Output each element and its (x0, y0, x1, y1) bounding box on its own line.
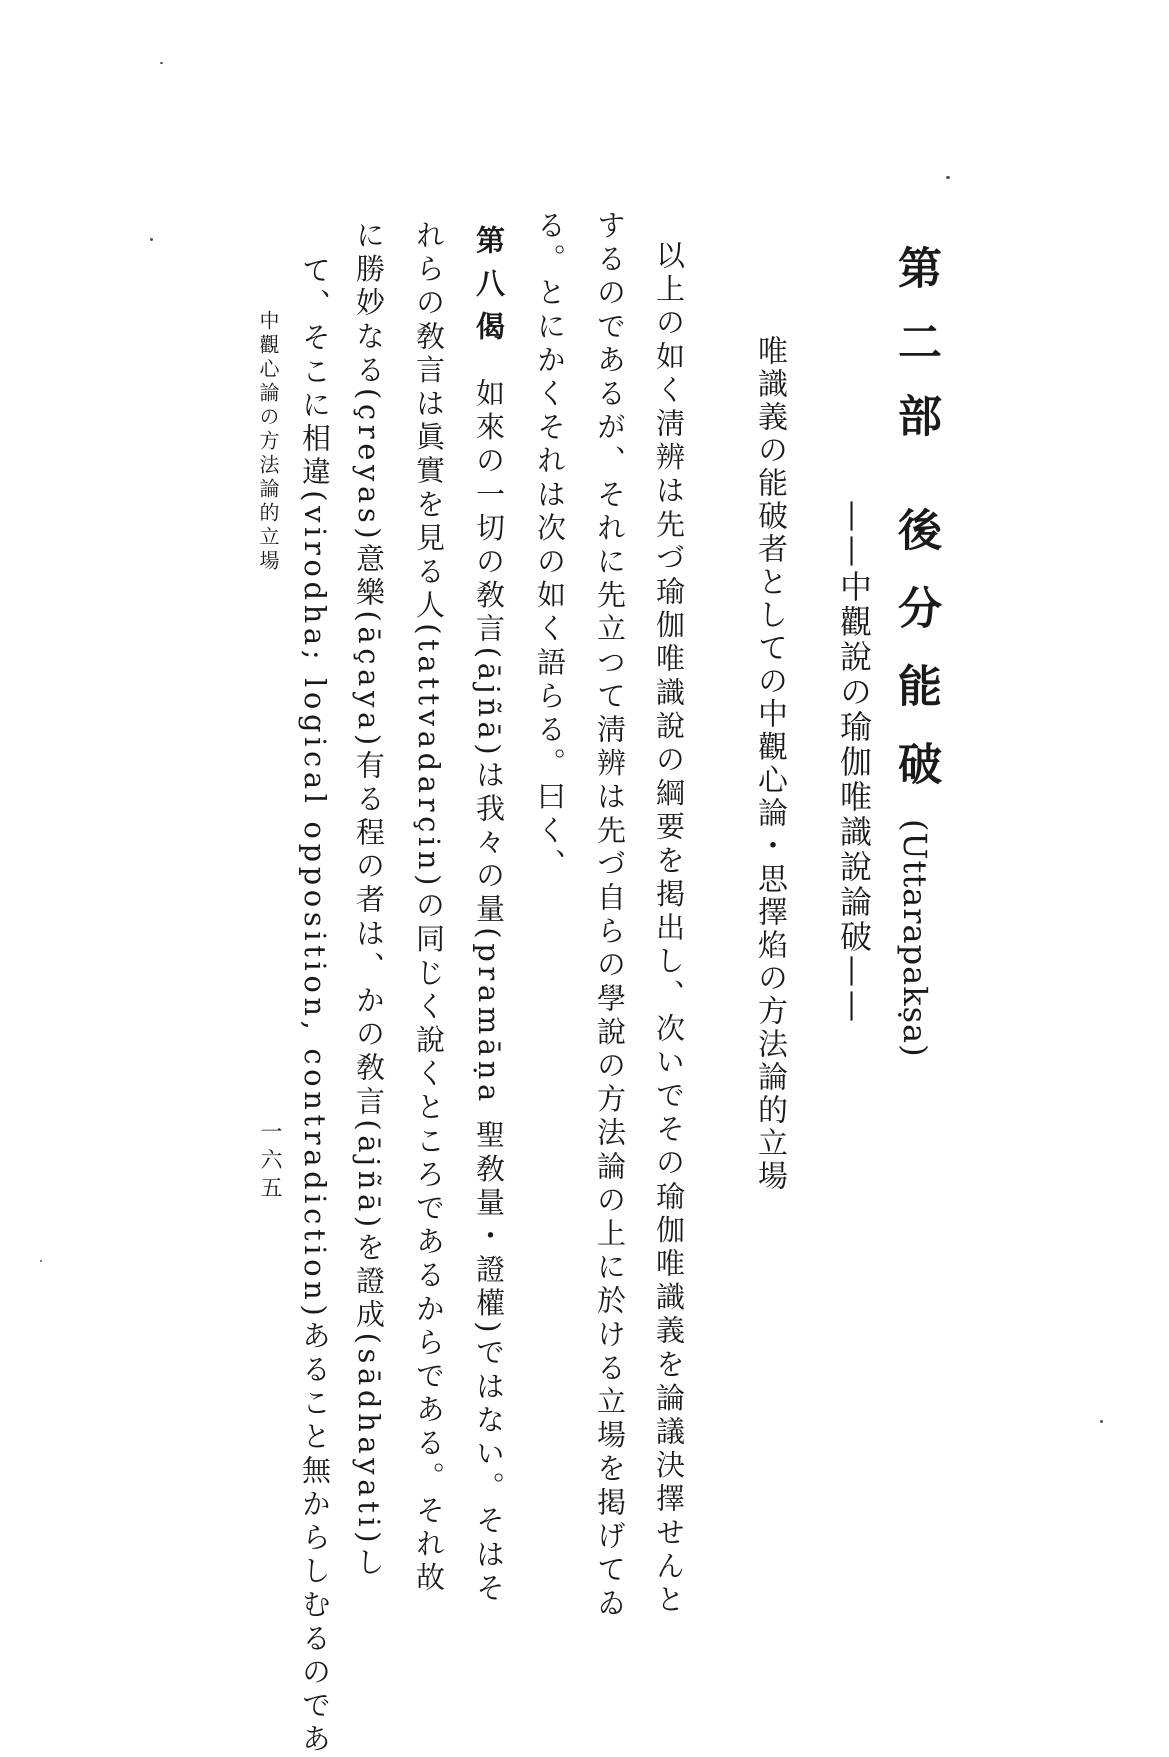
part-title (890, 245, 941, 1058)
verse-line-2: れらの敎言は眞實を見る人(tattvadarçin)の同じく說くところであるからである。それ故 (412, 220, 446, 1596)
scan-speck (40, 1260, 42, 1262)
part-subtitle: ——中觀說の瑜伽唯識說論破—— (835, 500, 873, 1025)
part-number: 第二部 (890, 245, 941, 467)
paragraph-line-1: 以上の如く淸辨は先づ瑜伽唯識說の綱要を掲出し、次いでその瑜伽唯識義を論議決擇せんと (652, 240, 686, 1618)
scan-speck (160, 62, 163, 64)
page-number: 一六五 (257, 1120, 282, 1204)
scan-speck (946, 176, 950, 179)
verse-line-3: に勝妙なる(çreyas)意樂(āçaya)有る程の者は、かの敎言(ājñā)を證成(sādhayati)し (352, 220, 386, 1581)
verse-line-1 (472, 225, 506, 1606)
running-title: 中觀心論の方法論的立場 (256, 310, 280, 574)
paragraph-line-2: するのであるが、それに先立つて淸辨は先づ自らの學說の方法論の上に於ける立場を掲げてゐ (593, 210, 627, 1622)
verse-text-1: 如來の一切の敎言(ājñā)は我々の量(pramāṇa 聖敎量・證權)ではない。そはそ (472, 378, 506, 1606)
verse-line-4: て、そこに相違(virodha; logical opposition, contradiction)あること無からしむるのであ (298, 255, 332, 1757)
part-latin-name: (Uttarapakṣa) (896, 819, 934, 1058)
part-name: 後分能破 (890, 507, 941, 819)
section-heading: 唯識義の能破者としての中觀心論・思擇焰の方法論的立場 (752, 335, 787, 1193)
scan-speck (1100, 1420, 1103, 1423)
scan-speck (150, 238, 153, 241)
paragraph-line-3: る。とにかくそれは次の如く語らる。曰く、 (533, 210, 567, 882)
verse-label: 第八偈 (472, 225, 506, 354)
